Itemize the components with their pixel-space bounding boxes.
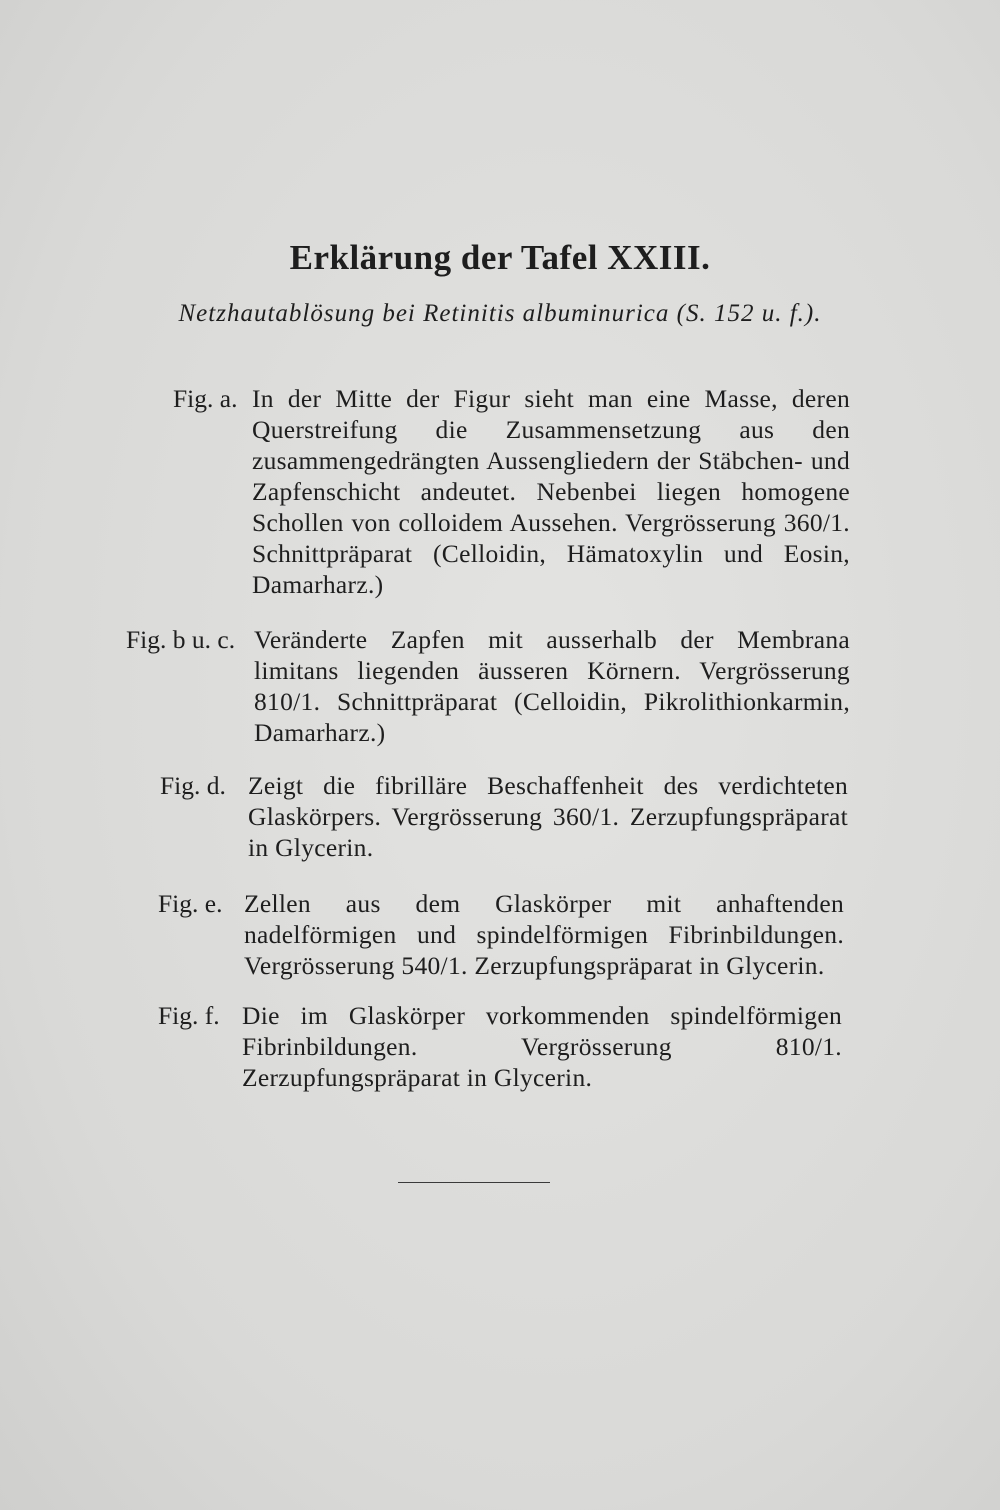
figure-description-b-c: Veränderte Zapfen mit ausserhalb der Membrana limitans liegenden äusseren Körnern. Vergrösserung 810/1. Schnittpräparat (Celloidin, Pikrolithionkarmin, Damarharz.) xyxy=(254,625,850,747)
figure-description-e: Zellen aus dem Glaskörper mit anhaftenden nadelförmigen und spindelförmigen Fibrinbildungen. Vergrösserung 540/1. Zerzupfungspräparat in Glycerin. xyxy=(244,889,844,980)
figure-entry-e xyxy=(0,888,1000,988)
figure-label-e: Fig. e. xyxy=(158,889,223,918)
page-title: Erklärung der Tafel XXIII. xyxy=(289,238,711,277)
figure-entry-b-c xyxy=(0,624,1000,754)
figure-description-a: In der Mitte der Figur sieht man eine Masse, deren Querstreifung die Zusammensetzung aus den zusammengedrängten Aussengliedern der Stäbchen- und Zapfenschicht andeutet. Nebenbei liegen homogene Schollen von colloidem Aussehen. Vergrösserung 360/1. Schnittpräparat (Celloidin, Hämatoxylin und Eosin, Damarharz.) xyxy=(252,384,850,599)
figure-label-b-c: Fig. b u. c. xyxy=(126,625,236,654)
figure-description-f: Die im Glaskörper vorkommenden spindelförmigen Fibrinbildungen. Vergrösserung 810/1. Zerzupfungspräparat in Glycerin. xyxy=(242,1001,842,1092)
figure-label-d: Fig. d. xyxy=(160,771,226,800)
figure-entry-f xyxy=(0,1000,1000,1100)
figure-entry-a xyxy=(0,383,1000,623)
figure-entry-d xyxy=(0,770,1000,870)
figure-label-a: Fig. a. xyxy=(173,384,238,413)
figure-description-d: Zeigt die fibrilläre Beschaffenheit des verdichteten Glaskörpers. Vergrösserung 360/1. Zerzupfungspräparat in Glycerin. xyxy=(248,771,848,862)
closing-rule xyxy=(398,1182,550,1183)
page-subtitle: Netzhautablösung bei Retinitis albuminurica (S. 152 u. f.). xyxy=(178,300,822,327)
figure-label-f: Fig. f. xyxy=(158,1001,220,1030)
